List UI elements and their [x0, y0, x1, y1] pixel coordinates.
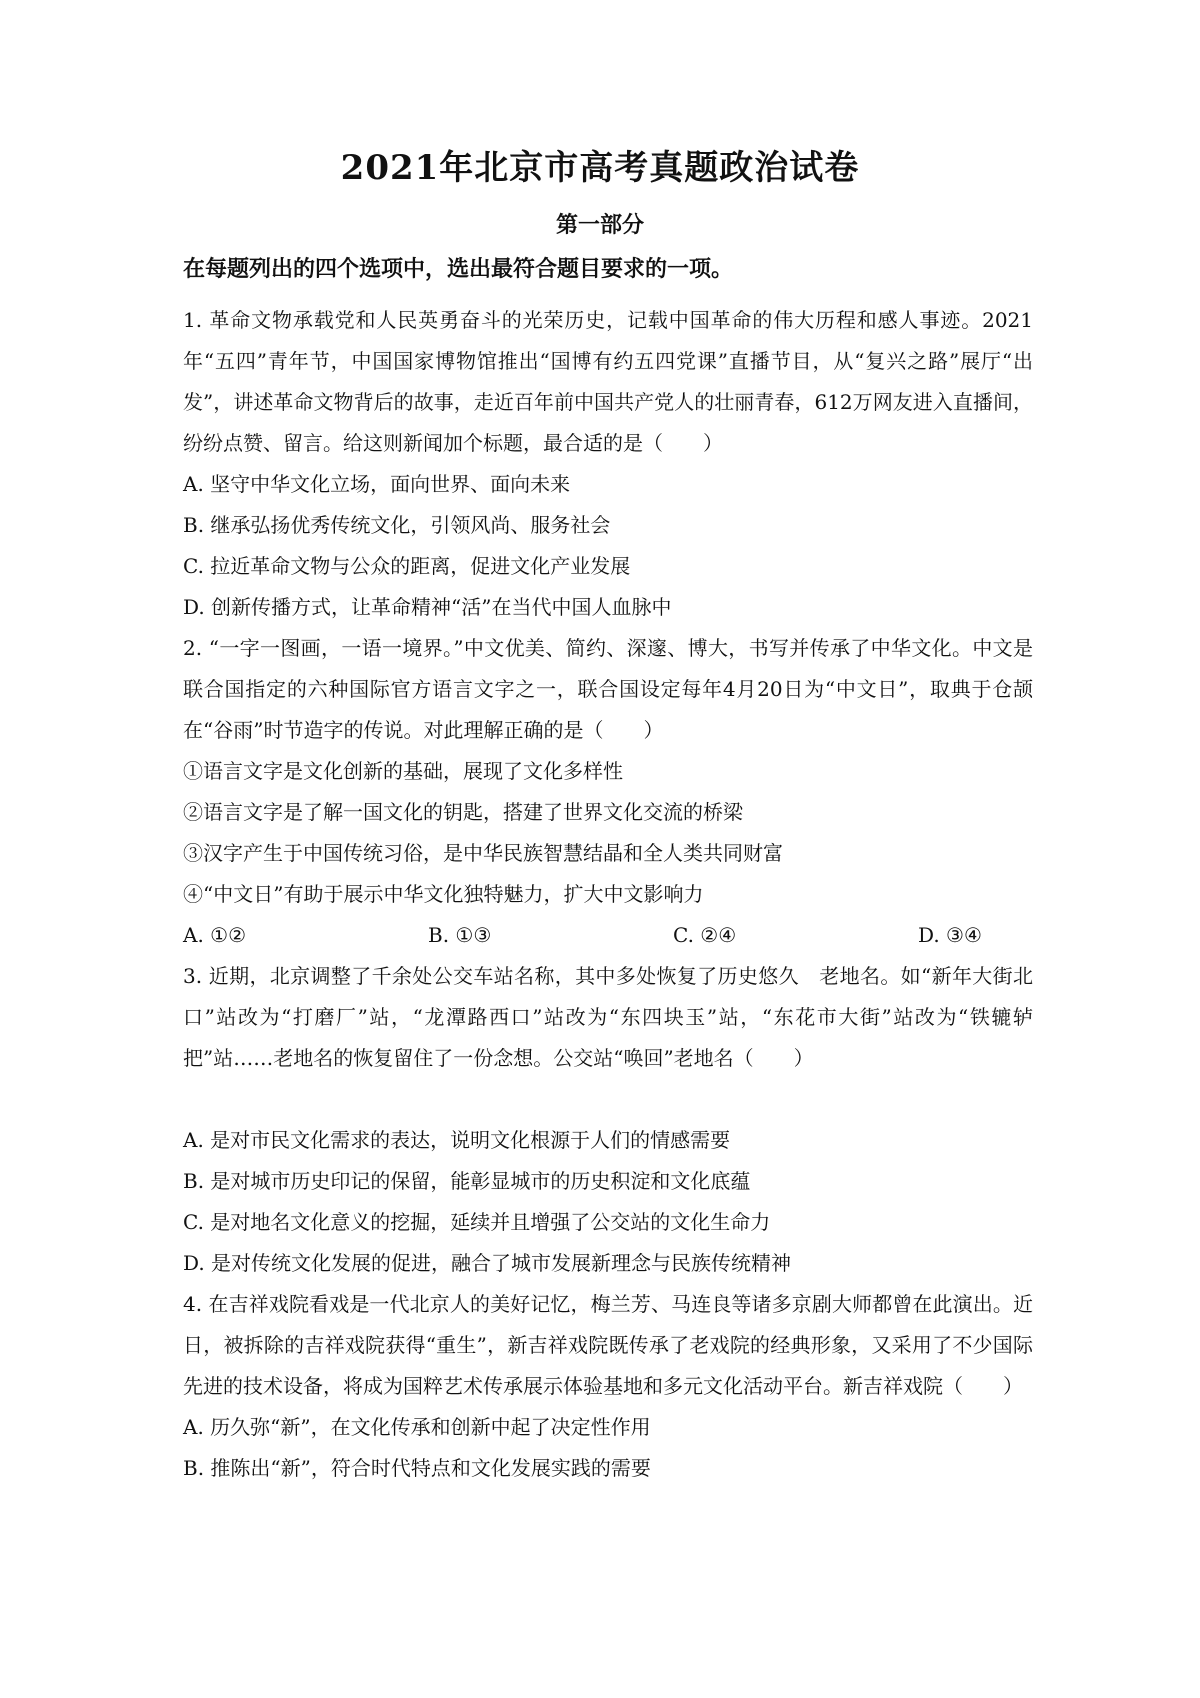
question-4-stem: 4. 在吉祥戏院看戏是一代北京人的美好记忆，梅兰芳、马连良等诸多京剧大师都曾在此演出。近日，被拆除的吉祥戏院获得“重生”，新吉祥戏院既传承了老戏院的经典形象，又采用了不少国际先进的技术设备，将成为国粹艺术传承展示体验基地和多元文化活动平台。新吉祥戏院（ ）: [183, 1292, 1033, 1398]
question-4-option-a: A. 历久弥“新”，在文化传承和创新中起了决定性作用: [183, 1415, 651, 1439]
question-3-option-b: B. 是对城市历史印记的保留，能彰显城市的历史积淀和文化底蕴: [183, 1169, 751, 1193]
question-2-option-d: D. ③④: [918, 923, 982, 947]
question-3-option-c: C. 是对地名文化意义的挖掘，延续并且增强了公交站的文化生命力: [183, 1210, 771, 1234]
question-1-stem: 1. 革命文物承载党和人民英勇奋斗的光荣历史，记载中国革命的伟大历程和感人事迹。2021年“五四”青年节，中国国家博物馆推出“国博有约五四党课”直播节目，从“复兴之路”展厅“出发”，讲述革命文物背后的故事，走近百年前中国共产党人的壮丽青春，612万网友进入直播间，纷纷点赞、留言。给这则新闻加个标题，最合适的是（ ）: [183, 308, 1033, 455]
question-3-option-a: A. 是对市民文化需求的表达，说明文化根源于人们的情感需要: [183, 1128, 731, 1152]
question-3-stem: 3. 近期，北京调整了千余处公交车站名称，其中多处恢复了历史悠久 老地名。如“新年大街北口”站改为“打磨厂”站，“龙潭路西口”站改为“东四块玉”站，“东花市大街”站改为“铁辘轳把”站……老地名的恢复留住了一份念想。公交站“唤回”老地名（ ）: [183, 964, 1033, 1070]
question-list: [183, 300, 1033, 1489]
question-2-statement-3: ③汉字产生于中国传统习俗，是中华民族智慧结晶和全人类共同财富: [183, 841, 783, 865]
question-2-stem: 2. “一字一图画，一语一境界。”中文优美、简约、深邃、博大，书写并传承了中华文化。中文是联合国指定的六种国际官方语言文字之一，联合国设定每年4月20日为“中文日”，取典于仓颉在“谷雨”时节造字的传说。对此理解正确的是（ ）: [183, 636, 1033, 742]
question-1-option-b: B. 继承弘扬优秀传统文化，引领风尚、服务社会: [183, 513, 611, 537]
question-2-statement-2: ②语言文字是了解一国文化的钥匙，搭建了世界文化交流的桥梁: [183, 800, 743, 824]
question-2-options: [183, 915, 1033, 956]
question-1-option-c: C. 拉近革命文物与公众的距离，促进文化产业发展: [183, 554, 631, 578]
blank-spacer: [183, 1079, 1033, 1120]
question-1-option-a: A. 坚守中华文化立场，面向世界、面向未来: [183, 472, 571, 496]
question-2-option-b: B. ①③: [428, 923, 492, 947]
section-heading: 第一部分: [555, 212, 644, 238]
question-2-statement-4: ④“中文日”有助于展示中华文化独特魅力，扩大中文影响力: [183, 882, 704, 906]
question-2-option-c: C. ②④: [673, 923, 737, 947]
instruction-text: 在每题列出的四个选项中，选出最符合题目要求的一项。: [183, 256, 734, 282]
question-4-option-b: B. 推陈出“新”，符合时代特点和文化发展实践的需要: [183, 1456, 651, 1480]
question-1-option-d: D. 创新传播方式，让革命精神“活”在当代中国人血脉中: [183, 595, 672, 619]
question-2-option-a: A. ①②: [183, 923, 247, 947]
question-3-option-d: D. 是对传统文化发展的促进，融合了城市发展新理念与民族传统精神: [183, 1251, 792, 1275]
question-2-statement-1: ①语言文字是文化创新的基础，展现了文化多样性: [183, 759, 623, 783]
page-title: 2021年北京市高考真题政治试卷: [340, 148, 860, 188]
